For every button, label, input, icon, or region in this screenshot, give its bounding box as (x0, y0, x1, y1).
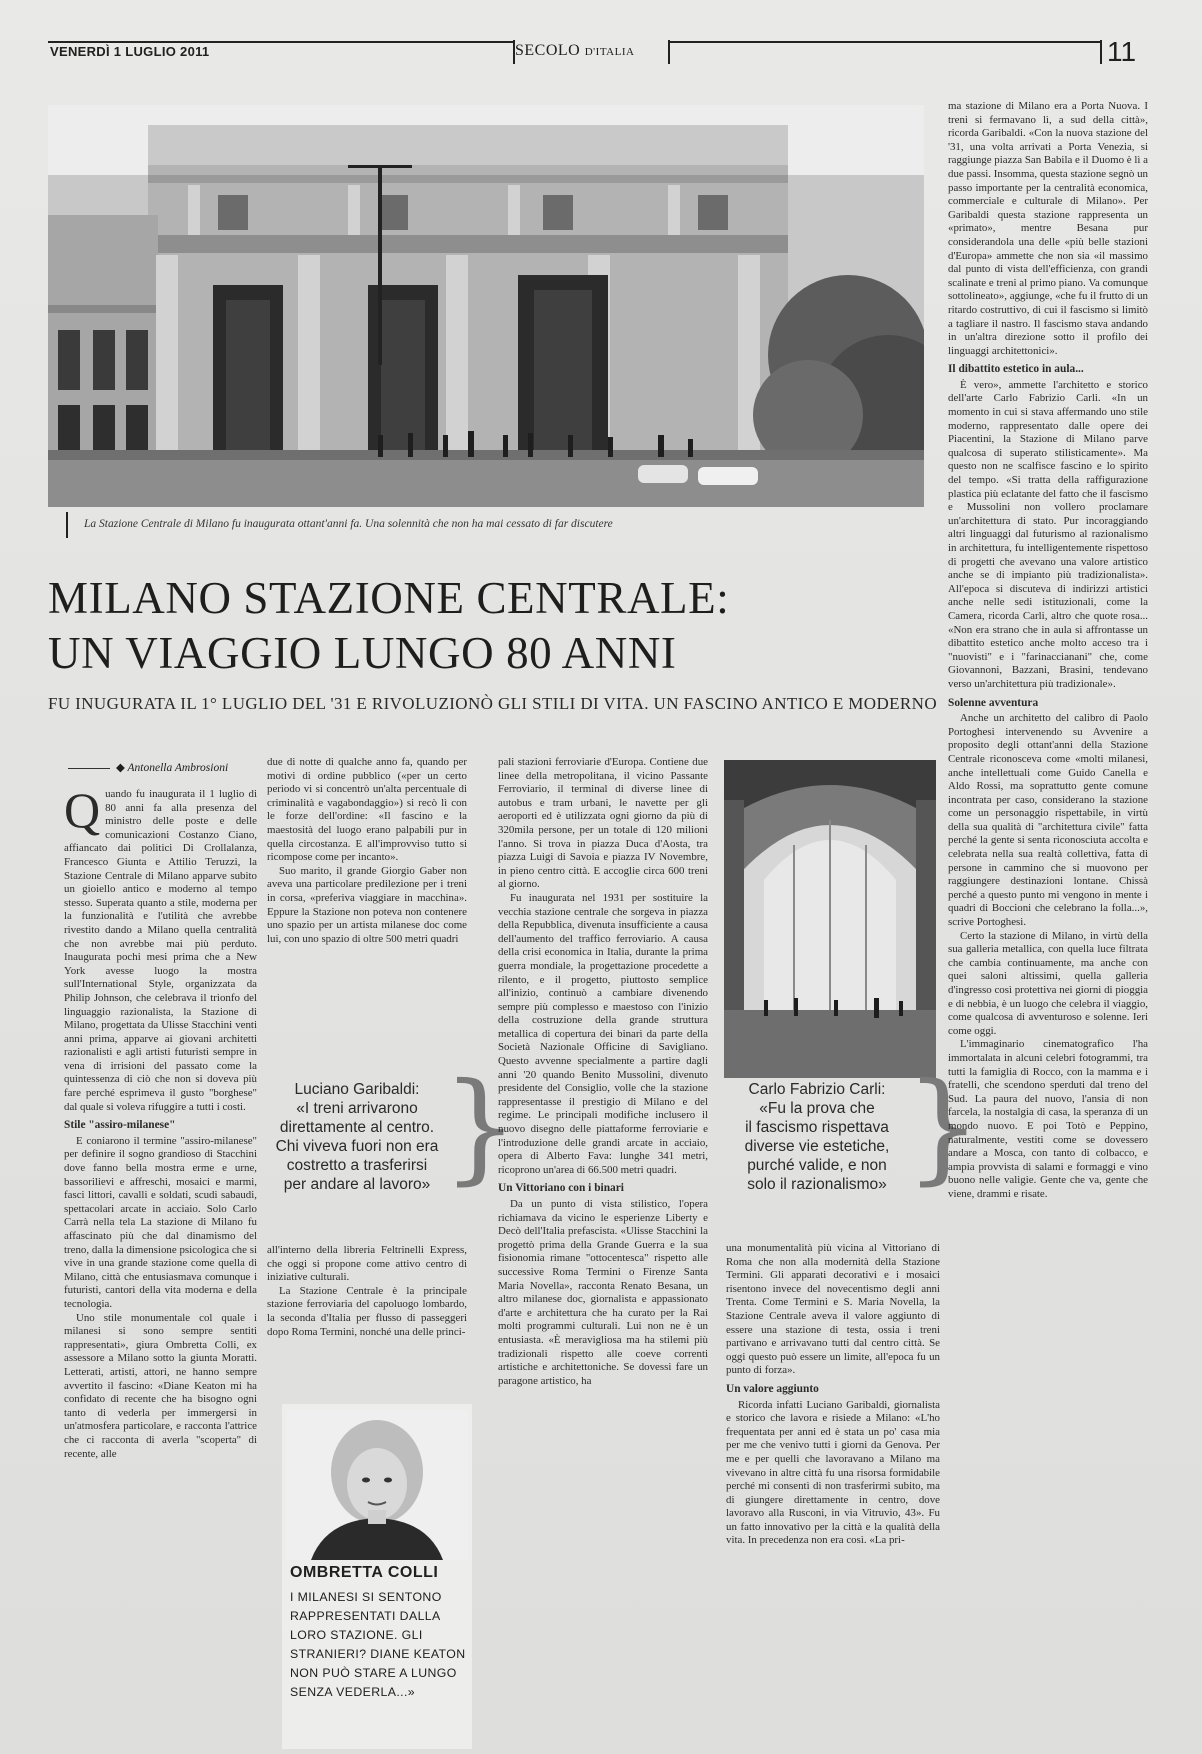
pull-quote-line: diverse vie estetiche, (744, 1138, 890, 1155)
portrait-illustration (286, 1410, 468, 1560)
byline-rule (68, 768, 110, 769)
paragraph: Da un punto di vista stilistico, l'opera richiamava da vicino le esperienze Liberty e Decò dell'Italia prefascista. «Ulisse Stacchini la progettò prima della Grande Guerra e la sua fisionomia rimane "ottocentesca" rispetto alle successive Roma Termini o Firenze Santa Maria Novella», racconta Renato Besana, un altro milanese doc, giornalista e appassionato d'arte e architettura che ha curato per la Rai molti programmi culturali. Lui non ne è un entusiasta. «È meravigliosa ma ha stilemi più tradizionali rispetto alle coeve correnti artistiche e architettoniche. Se dovessi fare un paragone artistico, ha (498, 1198, 708, 1387)
pull-quote-line: Luciano Garibaldi: (294, 1081, 420, 1098)
header-bar (668, 40, 670, 64)
paragraph: ma stazione di Milano era a Porta Nuova. I treni si fermavano lì, a sud della città», ricorda Garibaldi. «Con la nuova stazione del '31, una volta arrivati a Porta Venezia, si raggiunge piazza San Babila e il Duomo è lì a due passi. Insomma, questa stazione segnò un passo importante per la centralità economica, commerciale e culturale di Milano». Per Garibaldi questa stazione rappresenta un «primato», mentre Besana pur considerandola una delle «più belle stazioni d'Europa» ammette che non sia «il massimo dal punto di vista dell'efficienza, con grandi scalinate e treni al primo piano. Va comunque sottolineato», aggiunge, «che fu il frutto di un ritardo costruttivo, di cui il fascismo si limitò a tagliare il nastro. Il fascismo stava andando in un'altra direzione sotto il profilo dei linguaggi architettonici». (948, 100, 1148, 357)
paragraph: uando fu inaugurata il 1 luglio di 80 anni fa alla presenza del ministro delle poste e delle comunicazioni Costanzo Ciano, affiancato dai politici Di Crollalanza, Francesco Giunta e Attilio Teruzzi, la Stazione Centrale di Milano apparve subito un gioiello antico e moderno al tempo stesso. Superata quanto a stile, moderna per la funzionalità e l'utilità che avrebbe rivestito dando a Milano quella centralità che non avrebbe mai più perduto. Inaugurata pochi mesi prima che a New York avesse luogo la mostra sull'International Style, organizzata da Philip Johnson, che celebrava il trionfo del linguaggio razionalista, la Stazione di Milano, progettata da Ulisse Stacchini venti anni prima, apparve ai giovani architetti razionalisti e agli artisti futuristi sempre in vena di irrisioni del passato come la quintessenza di ciò che non si doveva più fare perché esprimeva il gusto "borghese" dal quale si voleva rifuggire a tutti i costi. (64, 788, 257, 1113)
dropcap: Q (64, 782, 101, 838)
headline-line-2: UN VIAGGIO LUNGO 80 ANNI (48, 628, 677, 678)
paragraph: Uno stile monumentale col quale i milanesi si sono sempre sentiti rappresentati», giura Ombretta Colli, ex assessore a Milano sotto la giunta Moratti. Letterati, artisti, attori, ne hanno sempre avvertito il fascino: «Diane Keaton mi ha confidato di recente che ha bisogno ogni tanto di vederla per immergersi in un'atmosfera particolare, e racconta l'attrice che ci racconta di averla "scoperta" di recente, alle (64, 1311, 257, 1460)
issue-date: VENERDÌ 1 LUGLIO 2011 (50, 44, 210, 59)
section-heading: Stile "assiro-milanese" (64, 1119, 176, 1132)
pull-quote-line: il fascismo rispettava (745, 1119, 889, 1136)
paragraph: Fu inaugurata nel 1931 per sostituire la vecchia stazione centrale che sorgeva in piazza della Repubblica, divenuta insufficiente a causa dell'aumento del traffico ferroviario. A causa della crisi economica in Italia, durante la prima guerra mondiale, la progettazione procedette a rilento, e il progetto, piuttosto semplice all'inizio, continuò a cambiare divenendo sempre più complesso e maestoso con l'inizio della costruzione della grande struttura metallica di copertura dei binari da parte della Società Nazionale Officine di Savigliano. Questo avvenne specialmente a partire dagli anni '20 quando Benito Mussolini, divenuto presidente del Consiglio, volle che la stazione rappresentasse il prestigio di Milano e del regime. Le principali modifiche inclusero il nuovo disegno delle piattaforme ferroviarie e l'introduzione delle grandi arcate in acciaio, opera di Alberto Fava: lunghe 341 metri, ricoprono un'area di 66.500 metri quadri. (498, 891, 708, 1176)
quote-brace-icon: } (905, 1058, 982, 1197)
headline-line-1: MILANO STAZIONE CENTRALE: (48, 573, 730, 623)
station-hall-photo (724, 760, 936, 1078)
pull-quote-line: Carlo Fabrizio Carli: (748, 1081, 886, 1098)
pull-quote-line: costretto a trasferirsi (286, 1157, 428, 1174)
paragraph: E coniarono il termine "assiro-milanese" per definire il sogno grandioso di Stacchini dove fanno bella mostra erme e urne, bassorilievi e affreschi, mosaici e marmi, fasci littori, cavalli e soldati, scudi sabaudi, spettacolari arcate in acciaio. Solo Carlo Carrà nella tela La stazione di Milano fu affascinato più che dal dinamismo del treno, dalla la dimensione psicologica che si vive in una grande stazione come quella di Milano, città che entusiasmava comunque i futuristi, cantori della vita moderna e della tecnologia. (64, 1134, 257, 1310)
paragraph: all'interno della libreria Feltrinelli Express, che oggi si propone come attivo centro di iniziative culturali. (267, 1244, 467, 1284)
header-rule-right (670, 41, 1100, 43)
paragraph: una monumentalità più vicina al Vittoriano di Roma che non alla modernità della Stazione Termini. Gli apparati decorativi e i mosaici risentono invece del novecentismo degli anni Trenta. Come Termini e S. Maria Novella, la Stazione Centrale aveva il valore aggiunto di essere una stazione di testa, ossia i treni partivano e arrivavano tutti dal centro città. Se oggi questo può essere un limite, all'epoca fu un punto di forza». (726, 1242, 940, 1377)
quote-brace-icon: } (442, 1058, 519, 1197)
paragraph: Ricorda infatti Luciano Garibaldi, giornalista e storico che lavora e risiede a Milano: «L'ho frequentata per anni ed è stata un po' casa mia per me che venivo tutti i giorni da Genova. Per me e per quelli che lavoravano a Milano ma vivevano in altre città fu una risorsa formidabile perché mi consentì di non trasferirmi subito, ma di giungere direttamente in centro, dove lavoravo alla Rusconi, in via Vitruvio, 43». Fu un fatto innovativo per la città e la qualità della vita. In precedenza non era così. «La pri- (726, 1398, 940, 1547)
ombretta-colli-portrait (286, 1410, 468, 1560)
station-facade-illustration (48, 105, 924, 507)
article-column-4 (726, 1242, 940, 1548)
paragraph: È vero», ammette l'architetto e storico dell'arte Carlo Fabrizio Carli. «In un momento in cui si stava affermando uno stile moderno, rappresentato dalle opere dei Piacentini, la Stazione di Milano parve qualcosa di superato stilisticamente». Ma questo non ne scalfisce fascino e lo spirito del tempo. «Si tratta della raffigurazione plastica più eclatante del fatto che il fascismo e Mussolini non vollero proclamare un'architettura di stato. Pur incoraggiando altri linguaggi dal futurismo al razionalismo in architettura, fu intelligentemente rispettoso di progetti che avevano una valore artistico anche se di impianto più tradizionalista». All'epoca si discuteva di indirizzi artistici anche nelle sedi istituzionali, come la Camera, ricorda Carli, altro che quote rosa... «Non era strano che in aula si affrontasse un dibattito estetico anche molto acceso tra i "nuovisti" e i "farinaccianani" che, come Giovannoni, Bazzani, Brasini, tendevano verso un'architettura più tradizionale». (948, 378, 1148, 690)
pull-quote-line: direttamente al centro. (279, 1119, 435, 1136)
paragraph: pali stazioni ferroviarie d'Europa. Contiene due linee della metropolitana, il vicino Passante Ferroviario, il terminal di diverse linee di autobus e tram urbani, le navette per gli aeroporti ed è utilizzata ogni giorno da più di 320mila persone, per un totale di 120 milioni l'anno. Si trova in piazza Duca d'Aosta, tra piazza Luigi di Savoia e piazza IV Novembre, in pieno centro città. E accoglie circa 600 treni al giorno. (498, 756, 708, 891)
paragraph: Certo la stazione di Milano, in virtù della sua galleria metallica, con quella luce filtrata che cambia continuamente, ma anche con quei saloni altissimi, quella galleria d'ingresso così protettiva nei giorni di pioggia e di nebbia, è un luogo che celebra il viaggio, come qualcosa di avventuroso e solenne. Ieri come oggi. (948, 929, 1148, 1037)
pull-quote-line: «I treni arrivarono (296, 1100, 418, 1117)
portrait-quote: I MILANESI SI SENTONO RAPPRESENTATI DALLA LORO STAZIONE. GLI STRANIERI? DIANE KEATON NON PUÒ STARE A LUNGO SENZA VEDERLA...» (290, 1590, 466, 1699)
section-heading: Un Vittoriano con i binari (498, 1182, 624, 1195)
station-hall-illustration (724, 760, 936, 1078)
paragraph: due di notte di qualche anno fa, quando per motivi di ordine pubblico («per un certo periodo vi si concentrò un'alta percentuale di criminalità e vagabondaggio») si recò lì con le forze dell'ordine: «Il fascino e la maestosità del luogo erano palpabili pur in quella circostanza. E all'improvviso tutto si ricompose come per incanto». (267, 756, 467, 864)
page-number: 11 (1107, 36, 1137, 67)
newspaper-name-main: SECOLO (515, 42, 581, 59)
pull-quote-garibaldi (262, 1080, 452, 1194)
subheadline: FU INUGURATA IL 1° LUGLIO DEL '31 E RIVOLUZIONÒ GLI STILI DI VITA. UN FASCINO ANTICO E MODERNO (48, 694, 937, 713)
portrait-name: OMBRETTA COLLI (290, 1564, 439, 1581)
header-bar (1100, 40, 1102, 64)
pull-quote-line: solo il razionalismo» (747, 1176, 887, 1193)
pull-quote-line: Chi viveva fuori non era (275, 1138, 439, 1155)
station-facade-photo (48, 105, 924, 507)
author-name: Antonella Ambrosioni (127, 762, 229, 774)
article-column-5 (948, 100, 1148, 1202)
pull-quote-carli (717, 1080, 917, 1194)
section-heading: Solenne avventura (948, 696, 1039, 709)
section-heading: Il dibattito estetico in aula... (948, 363, 1084, 376)
article-column-2-continued (267, 1244, 467, 1339)
paragraph: L'immaginario cinematografico l'ha immortalata in alcuni celebri fotogrammi, tra tutti la famiglia di Rocco, con la mamma e i fratelli, che scendono sperduti dal treno del Sud. La paura del nuovo, l'ansia di non farcela, la nostalgia di casa, la speranza di un mondo nuovo. E poi Totò e Peppino, naturalmente, vestiti come se dovessero andare a Mosca, con tanto di colbacco, e ampia provvista di salami e formaggi e vino buono nelle valigie. Gente che va, gente che viene, drammi e risate. (948, 1038, 1148, 1200)
article-column-1 (64, 782, 257, 1461)
pull-quote-line: «Fu la prova che (759, 1100, 875, 1117)
pull-quote-line: per andare al lavoro» (283, 1176, 431, 1193)
caption-bar (66, 512, 68, 538)
paragraph: Suo marito, il grande Giorgio Gaber non aveva una particolare predilezione per i treni in corsa, «preferiva viaggiare in macchina». Eppure la Stazione non poteva non contenere uno spazio per un artista milanese doc come lui, con uno spazio di oltre 500 metri quadri (267, 864, 467, 945)
paragraph: Anche un architetto del calibro di Paolo Portoghesi intervenendo su Avvenire a proposito degli ottant'anni della Stazione Centrale riconosceva come «molti milanesi, anche intellettuali come Guido Canella e Aldo Rossi, ma soprattutto gente comune incontrata per caso, considerano la stazione come un personaggio rispettabile, in virtù della sua qualità di "architettura civile" fatta perché la gente si senta riconosciuta accolta e celebrata nella sua realtà collettiva, fatta di persone in cammino che si muovono per raggiungere destinazioni lontane. Chissà perché a questo punto mi vengono in mente i quadri di Boccioni che celebrano la folla...», scrive Portoghesi. (948, 712, 1148, 929)
pull-quote-line: purché valide, e non (747, 1157, 887, 1174)
paragraph: La Stazione Centrale è la principale stazione ferroviaria del capoluogo lombardo, la seconda d'Italia per flusso di passeggeri dopo Roma Termini, nonché una delle princi- (267, 1284, 467, 1338)
article-column-2 (267, 756, 467, 946)
section-heading: Un valore aggiunto (726, 1382, 819, 1395)
header-rule-left (48, 41, 513, 43)
byline: ◆ Antonella Ambrosioni (116, 762, 229, 774)
newspaper-name (515, 42, 634, 60)
photo-caption: La Stazione Centrale di Milano fu inaugurata ottant'anni fa. Una solennità che non ha mai cessato di far discutere (84, 518, 613, 530)
article-column-3 (498, 756, 708, 1388)
newspaper-name-sub: D'ITALIA (584, 46, 635, 58)
